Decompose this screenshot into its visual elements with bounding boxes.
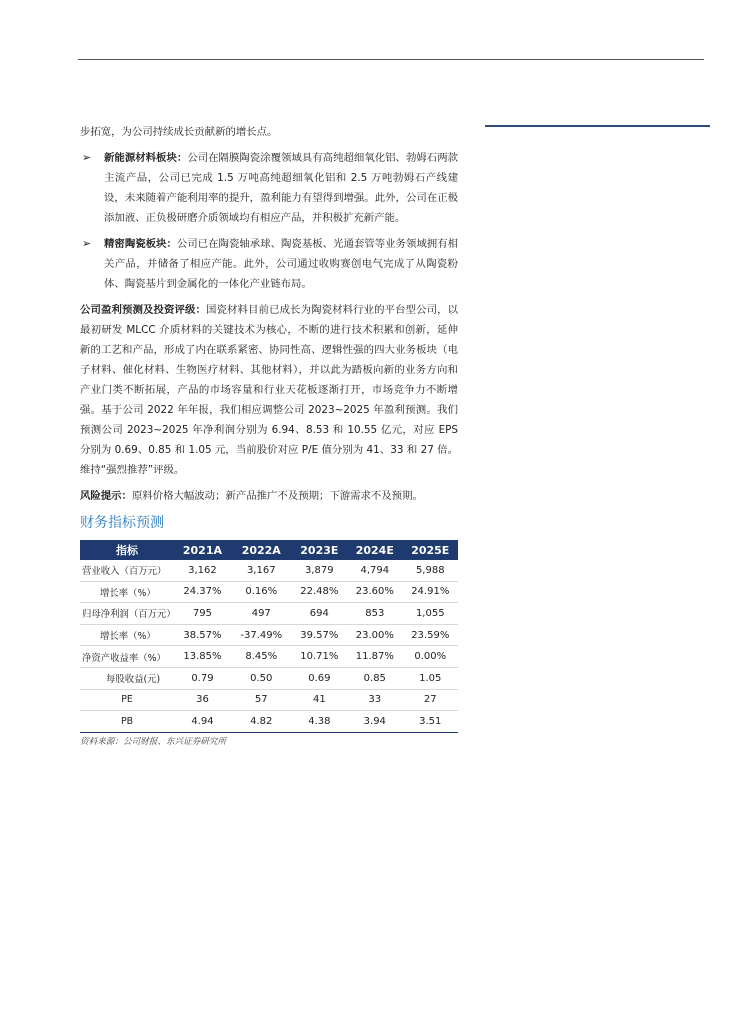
table-cell: 1,055 xyxy=(403,603,458,625)
table-cell: 27 xyxy=(403,689,458,711)
header-cell: 2024E xyxy=(347,540,402,560)
table-cell: 57 xyxy=(231,689,292,711)
arrow-bullet-icon: ➢ xyxy=(82,151,92,164)
table-cell: 38.57% xyxy=(174,624,231,646)
table-cell: 795 xyxy=(174,603,231,625)
table-row xyxy=(80,711,458,733)
table-cell: 33 xyxy=(347,689,402,711)
body-text xyxy=(80,122,458,506)
table-cell: 853 xyxy=(347,603,402,625)
table-cell: 3.94 xyxy=(347,711,402,733)
table-cell: 23.60% xyxy=(347,581,402,603)
table-header-row xyxy=(80,540,458,560)
table-cell: 11.87% xyxy=(347,646,402,668)
table-cell: 5,988 xyxy=(403,560,458,581)
bullet-title: 精密陶瓷板块： xyxy=(104,238,177,250)
table-cell: 4.82 xyxy=(231,711,292,733)
table-cell: 0.16% xyxy=(231,581,292,603)
table-cell: 0.50 xyxy=(231,667,292,689)
table-cell: 23.00% xyxy=(347,624,402,646)
header-cell: 2022A xyxy=(231,540,292,560)
table-cell: 0.79 xyxy=(174,667,231,689)
bullet-title: 新能源材料板块： xyxy=(104,152,188,164)
table-cell: 36 xyxy=(174,689,231,711)
forecast-text: 国瓷材料目前已成长为陶瓷材料行业的平台型公司，以最初研发 MLCC 介质材料的关键技术为核心，不断的进行技术积累和创新，延伸新的工艺和产品，形成了内在联系紧密、协同性高、逻辑性强的四大业务板块（电子材料、催化材料、生物医疗材料、其他材料），并以此为踏板向新的业务方向和产业门类不断拓展，产品的市场容量和行业天花板逐渐打开，市场竞争力不断增强。基于公司 2022 年年报，我们相应调整公司 2023~2025 年盈利预测。我们预测公司 2023~2025 年净利润分别为 6.94、8.53 和 10.55 亿元，对应 EPS 分别为 0.69、0.85 和 1.05 元，当前股价对应 P/E 值分别为 41、33 和 27 倍。维持“强烈推荐”评级。 xyxy=(80,304,459,476)
row-label: 每股收益(元) xyxy=(80,667,174,689)
bullet-new-energy xyxy=(80,148,458,228)
intro-line: 步拓宽，为公司持续成长贡献新的增长点。 xyxy=(80,126,278,138)
table-cell: 4.38 xyxy=(292,711,347,733)
header-cell: 2025E xyxy=(403,540,458,560)
table-cell: 23.59% xyxy=(403,624,458,646)
risk-paragraph xyxy=(80,486,458,506)
table-cell: 3,879 xyxy=(292,560,347,581)
financial-forecast-table xyxy=(80,540,458,733)
forecast-title: 公司盈利预测及投资评级： xyxy=(80,304,207,316)
source-note: 资料来源：公司财报、东兴证券研究所 xyxy=(80,737,227,747)
table-cell: 694 xyxy=(292,603,347,625)
table-cell: 497 xyxy=(231,603,292,625)
table-cell: 1.05 xyxy=(403,667,458,689)
header-cell: 2021A xyxy=(174,540,231,560)
row-label: PE xyxy=(80,689,174,711)
header-cell: 指标 xyxy=(80,540,174,560)
table-cell: 10.71% xyxy=(292,646,347,668)
table-cell: 24.91% xyxy=(403,581,458,603)
table-row xyxy=(80,624,458,646)
table-cell: 41 xyxy=(292,689,347,711)
table-cell: 4.94 xyxy=(174,711,231,733)
arrow-bullet-icon: ➢ xyxy=(82,237,92,250)
table-row xyxy=(80,560,458,581)
table-cell: 39.57% xyxy=(292,624,347,646)
bullet-precision-ceramics xyxy=(80,234,458,294)
bullet-text: 公司在隔膜陶瓷涂覆领域具有高纯超细氧化铝、勃姆石两款主流产品，公司已完成 1.5 万吨高纯超细氧化铝和 2.5 万吨勃姆石产线建设，未来随着产能利用率的提升，盈利能力有望得到增强。此外，公司在正极添加液、正负极研磨介质领域均有相应产品，并积极扩充新产能。 xyxy=(104,152,459,224)
table-row xyxy=(80,667,458,689)
risk-title: 风险提示： xyxy=(80,490,132,502)
table-row xyxy=(80,646,458,668)
table-cell: 8.45% xyxy=(231,646,292,668)
table-cell: 3.51 xyxy=(403,711,458,733)
row-label: PB xyxy=(80,711,174,733)
bullet-text: 公司已在陶瓷轴承球、陶瓷基板、光通套管等业务领域拥有相关产品，并储备了相应产能。此外，公司通过收购赛创电气完成了从陶瓷粉体、陶瓷基片到金属化的一体化产业链布局。 xyxy=(104,238,459,290)
table-title: 财务指标预测 xyxy=(80,515,164,531)
table-cell: 13.85% xyxy=(174,646,231,668)
table-cell: 24.37% xyxy=(174,581,231,603)
sidebar-rule xyxy=(485,125,710,127)
row-label: 归母净利润（百万元） xyxy=(80,603,174,625)
row-label: 营业收入（百万元） xyxy=(80,560,174,581)
table-cell: 0.69 xyxy=(292,667,347,689)
table-cell: 0.00% xyxy=(403,646,458,668)
table-cell: 3,167 xyxy=(231,560,292,581)
table-cell: -37.49% xyxy=(231,624,292,646)
header-cell: 2023E xyxy=(292,540,347,560)
table-row xyxy=(80,581,458,603)
forecast-paragraph xyxy=(80,300,458,480)
header-rule xyxy=(78,59,704,60)
row-label: 增长率（%） xyxy=(80,581,174,603)
table-cell: 4,794 xyxy=(347,560,402,581)
table-cell: 22.48% xyxy=(292,581,347,603)
row-label: 增长率（%） xyxy=(80,624,174,646)
table-cell: 3,162 xyxy=(174,560,231,581)
row-label: 净资产收益率（%） xyxy=(80,646,174,668)
table-row xyxy=(80,689,458,711)
table-cell: 0.85 xyxy=(347,667,402,689)
risk-text: 原料价格大幅波动；新产品推广不及预期；下游需求不及预期。 xyxy=(131,490,423,502)
table-row xyxy=(80,603,458,625)
